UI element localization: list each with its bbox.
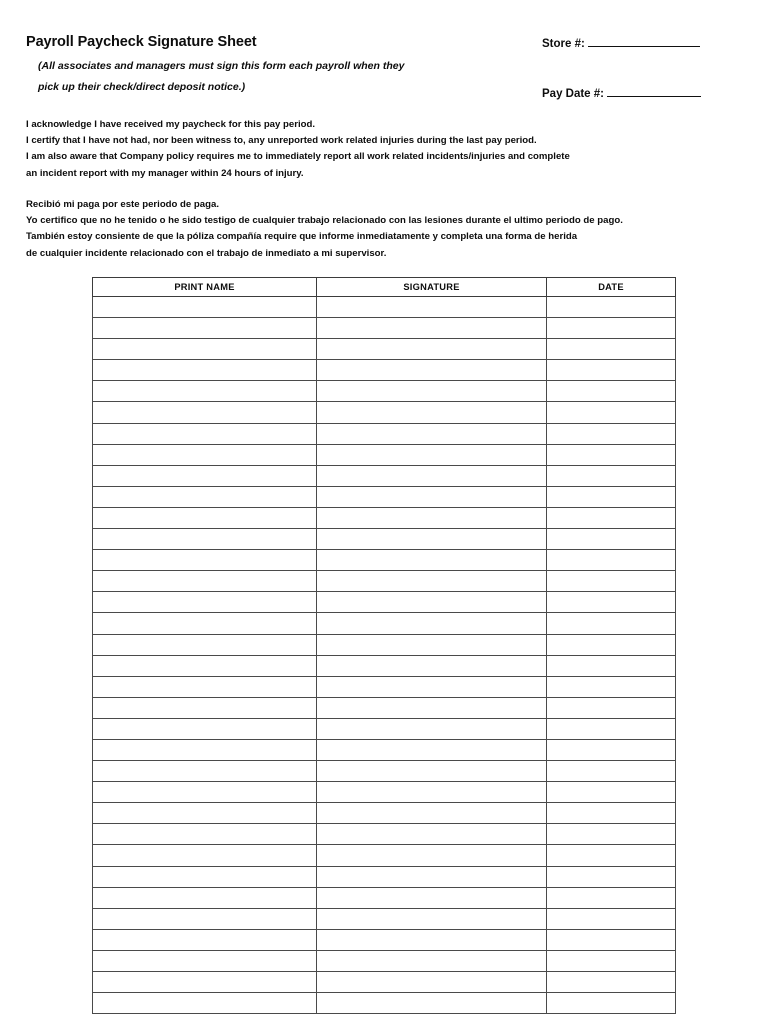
table-row xyxy=(93,718,676,739)
signature-cell[interactable] xyxy=(547,507,676,528)
signature-cell[interactable] xyxy=(93,529,317,550)
signature-cell[interactable] xyxy=(547,465,676,486)
english-line-4: an incident report with my manager within 24 hours of injury. xyxy=(26,167,304,179)
signature-cell[interactable] xyxy=(93,972,317,993)
signature-cell[interactable] xyxy=(317,950,547,971)
signature-cell[interactable] xyxy=(93,908,317,929)
signature-cell[interactable] xyxy=(317,824,547,845)
signature-cell[interactable] xyxy=(317,360,547,381)
signature-cell[interactable] xyxy=(93,993,317,1014)
table-row xyxy=(93,676,676,697)
signature-table-container xyxy=(92,277,675,1014)
table-row xyxy=(93,402,676,423)
acknowledgment-statement-english xyxy=(26,117,570,182)
signature-cell[interactable] xyxy=(93,402,317,423)
signature-cell[interactable] xyxy=(547,782,676,803)
signature-cell[interactable] xyxy=(93,718,317,739)
table-row xyxy=(93,908,676,929)
signature-cell[interactable] xyxy=(317,676,547,697)
signature-cell[interactable] xyxy=(317,318,547,339)
signature-cell[interactable] xyxy=(93,887,317,908)
signature-cell[interactable] xyxy=(547,529,676,550)
table-row xyxy=(93,950,676,971)
signature-cell[interactable] xyxy=(547,381,676,402)
signature-cell[interactable] xyxy=(317,908,547,929)
english-line-2: I certify that I have not had, nor been witness to, any unreported work related injuries during the last pay period. xyxy=(26,135,537,147)
signature-cell[interactable] xyxy=(317,993,547,1014)
table-row xyxy=(93,929,676,950)
table-row xyxy=(93,993,676,1014)
table-row xyxy=(93,550,676,571)
column-header-date: DATE xyxy=(547,278,676,297)
table-row xyxy=(93,297,676,318)
signature-cell[interactable] xyxy=(317,550,547,571)
signature-cell[interactable] xyxy=(317,529,547,550)
signature-cell[interactable] xyxy=(547,571,676,592)
table-row xyxy=(93,866,676,887)
signature-cell[interactable] xyxy=(317,381,547,402)
column-header-print-name: PRINT NAME xyxy=(93,278,317,297)
table-row xyxy=(93,465,676,486)
table-row xyxy=(93,339,676,360)
table-row xyxy=(93,782,676,803)
signature-cell[interactable] xyxy=(93,360,317,381)
signature-cell[interactable] xyxy=(317,655,547,676)
signature-cell[interactable] xyxy=(317,718,547,739)
signature-cell[interactable] xyxy=(93,444,317,465)
english-line-3: I am also aware that Company policy requires me to immediately report all work related incidents/injuries and complete xyxy=(26,151,570,163)
signature-cell[interactable] xyxy=(547,993,676,1014)
table-row xyxy=(93,739,676,760)
document-subtitle xyxy=(38,56,496,98)
signature-cell[interactable] xyxy=(547,655,676,676)
signature-cell[interactable] xyxy=(547,634,676,655)
signature-cell[interactable] xyxy=(547,444,676,465)
pay-date-field-row xyxy=(542,85,742,100)
signature-cell[interactable] xyxy=(317,571,547,592)
signature-cell[interactable] xyxy=(93,697,317,718)
signature-cell[interactable] xyxy=(317,339,547,360)
table-row xyxy=(93,486,676,507)
table-row xyxy=(93,592,676,613)
signature-cell[interactable] xyxy=(317,845,547,866)
signature-cell[interactable] xyxy=(547,929,676,950)
table-row xyxy=(93,318,676,339)
table-row xyxy=(93,845,676,866)
signature-cell[interactable] xyxy=(547,423,676,444)
signature-cell[interactable] xyxy=(317,486,547,507)
signature-table-head xyxy=(93,278,676,297)
signature-cell[interactable] xyxy=(317,972,547,993)
table-row xyxy=(93,444,676,465)
signature-cell[interactable] xyxy=(547,297,676,318)
subtitle-line-1: (All associates and managers must sign this form each payroll when they xyxy=(38,60,405,72)
pay-date-label: Pay Date #: xyxy=(542,88,605,100)
signature-cell[interactable] xyxy=(93,550,317,571)
signature-cell[interactable] xyxy=(93,845,317,866)
signature-cell[interactable] xyxy=(317,423,547,444)
signature-cell[interactable] xyxy=(317,782,547,803)
signature-cell[interactable] xyxy=(547,592,676,613)
table-row xyxy=(93,381,676,402)
spanish-line-3: También estoy consiente de que la póliza compañía require que informe inmediatamente y completa una forma de herida xyxy=(26,231,578,243)
signature-cell[interactable] xyxy=(547,824,676,845)
signature-cell[interactable] xyxy=(93,803,317,824)
signature-cell[interactable] xyxy=(317,465,547,486)
signature-cell[interactable] xyxy=(93,655,317,676)
signature-cell[interactable] xyxy=(317,887,547,908)
signature-cell[interactable] xyxy=(547,676,676,697)
signature-cell[interactable] xyxy=(547,613,676,634)
signature-cell[interactable] xyxy=(93,423,317,444)
signature-cell[interactable] xyxy=(317,297,547,318)
title-and-subtitle xyxy=(26,32,496,98)
table-row xyxy=(93,824,676,845)
acknowledgment-statement-spanish xyxy=(26,197,623,262)
document-header xyxy=(26,32,742,100)
spanish-line-4: de cualquier incidente relacionado con el trabajo de inmediato a mi supervisor. xyxy=(26,247,387,259)
signature-cell[interactable] xyxy=(317,507,547,528)
signature-cell[interactable] xyxy=(93,782,317,803)
store-number-label: Store #: xyxy=(542,38,585,50)
signature-cell[interactable] xyxy=(547,761,676,782)
table-row xyxy=(93,655,676,676)
page-title: Payroll Paycheck Signature Sheet xyxy=(26,34,257,50)
signature-table-header-row xyxy=(93,278,676,297)
signature-cell[interactable] xyxy=(93,676,317,697)
spanish-line-1: Recibió mi paga por este periodo de paga. xyxy=(26,199,219,210)
signature-cell[interactable] xyxy=(547,972,676,993)
table-row xyxy=(93,634,676,655)
signature-cell[interactable] xyxy=(547,360,676,381)
signature-cell[interactable] xyxy=(93,339,317,360)
signature-cell[interactable] xyxy=(317,634,547,655)
signature-cell[interactable] xyxy=(547,887,676,908)
table-row xyxy=(93,613,676,634)
store-number-field-row xyxy=(542,35,742,50)
signature-cell[interactable] xyxy=(317,592,547,613)
table-row xyxy=(93,360,676,381)
signature-cell[interactable] xyxy=(93,465,317,486)
signature-cell[interactable] xyxy=(317,697,547,718)
signature-cell[interactable] xyxy=(317,761,547,782)
signature-cell[interactable] xyxy=(317,803,547,824)
signature-cell[interactable] xyxy=(93,929,317,950)
signature-cell[interactable] xyxy=(547,486,676,507)
signature-cell[interactable] xyxy=(93,592,317,613)
header-fields xyxy=(542,32,742,100)
signature-cell[interactable] xyxy=(317,444,547,465)
signature-cell[interactable] xyxy=(317,402,547,423)
table-row xyxy=(93,507,676,528)
table-row xyxy=(93,571,676,592)
signature-cell[interactable] xyxy=(547,739,676,760)
signature-cell[interactable] xyxy=(93,318,317,339)
table-row xyxy=(93,972,676,993)
table-row xyxy=(93,761,676,782)
signature-cell[interactable] xyxy=(547,718,676,739)
table-row xyxy=(93,803,676,824)
signature-table xyxy=(92,277,676,1014)
table-row xyxy=(93,529,676,550)
pay-date-input[interactable] xyxy=(607,85,701,97)
signature-cell[interactable] xyxy=(93,824,317,845)
store-number-input[interactable] xyxy=(588,35,700,47)
table-row xyxy=(93,887,676,908)
signature-cell[interactable] xyxy=(317,866,547,887)
signature-cell[interactable] xyxy=(93,486,317,507)
signature-cell[interactable] xyxy=(547,402,676,423)
table-row xyxy=(93,423,676,444)
signature-cell[interactable] xyxy=(547,318,676,339)
signature-cell[interactable] xyxy=(547,866,676,887)
signature-cell[interactable] xyxy=(93,950,317,971)
signature-cell[interactable] xyxy=(93,571,317,592)
signature-cell[interactable] xyxy=(317,613,547,634)
signature-cell[interactable] xyxy=(547,339,676,360)
signature-cell[interactable] xyxy=(547,845,676,866)
english-line-1: I acknowledge I have received my paycheck for this pay period. xyxy=(26,119,315,130)
signature-cell[interactable] xyxy=(93,634,317,655)
signature-cell[interactable] xyxy=(93,381,317,402)
signature-table-body xyxy=(93,297,676,1014)
signature-cell[interactable] xyxy=(547,803,676,824)
signature-cell[interactable] xyxy=(547,950,676,971)
signature-cell[interactable] xyxy=(93,739,317,760)
signature-cell[interactable] xyxy=(317,739,547,760)
signature-cell[interactable] xyxy=(547,550,676,571)
signature-cell[interactable] xyxy=(317,929,547,950)
signature-cell[interactable] xyxy=(547,697,676,718)
signature-cell[interactable] xyxy=(93,761,317,782)
subtitle-line-2: pick up their check/direct deposit notice.) xyxy=(38,81,246,93)
column-header-signature: SIGNATURE xyxy=(317,278,547,297)
signature-cell[interactable] xyxy=(93,507,317,528)
signature-cell[interactable] xyxy=(93,866,317,887)
signature-cell[interactable] xyxy=(547,908,676,929)
table-row xyxy=(93,697,676,718)
signature-cell[interactable] xyxy=(93,297,317,318)
title-row xyxy=(26,32,742,100)
signature-cell[interactable] xyxy=(93,613,317,634)
spanish-line-2: Yo certifico que no he tenido o he sido testigo de cualquier trabajo relacionado con las lesiones durante el ultimo periodo de pago. xyxy=(26,215,623,227)
